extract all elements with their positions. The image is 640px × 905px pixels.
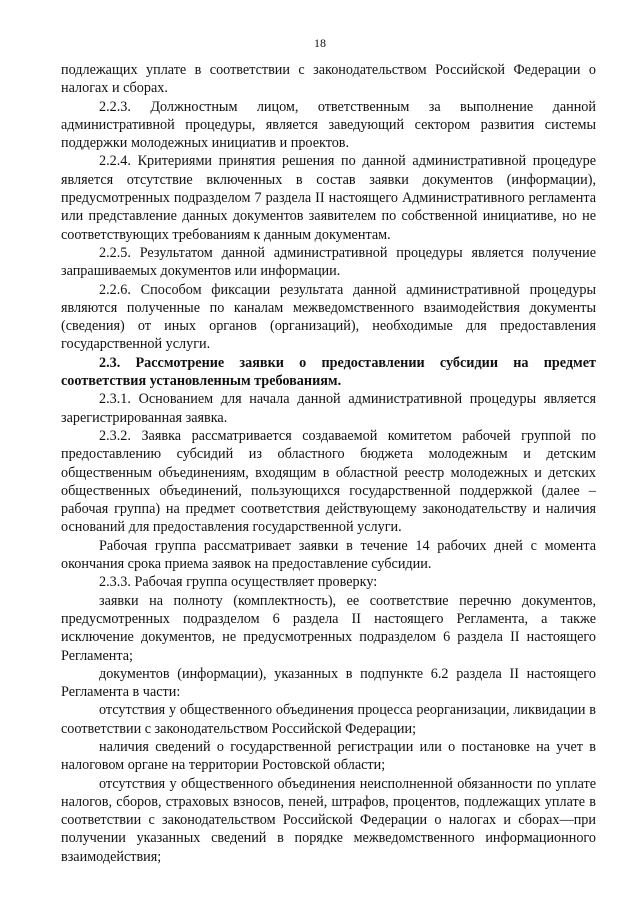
paragraph-2-3-2: 2.3.2. Заявка рассматривается создаваемой комитетом рабочей группой по предоставлению субсидий из областного бюджета молодежным и детским общественным объединениям, входящим в областной реестр молодежных и детских общественных объединений, пользующихся государственной поддержкой (далее – рабочая группа) на предмет соответствия действующему законодательству и наличия оснований для предоставления государственной услуги. bbox=[61, 427, 596, 536]
paragraph-check-documents: документов (информации), указанных в подпункте 6.2 раздела II настоящего Регламента в части: bbox=[61, 665, 596, 701]
paragraph-check-completeness: заявки на полноту (комплектность), ее соответствие перечню документов, предусмотренных подразделом 6 раздела II настоящего Регламента, а также исключение документов, не предусмотренных подразделом 6 раздела II настоящего Регламента; bbox=[61, 592, 596, 664]
paragraph-2-3-3: 2.3.3. Рабочая группа осуществляет проверку: bbox=[99, 574, 378, 591]
paragraph-no-tax-debt: отсутствия у общественного объединения неисполненной обязанности по уплате налогов, сборов, страховых взносов, пеней, штрафов, процентов, подлежащих уплате в соответствии с законодательством Российской Федерации о налогах и сборах—при получении указанных сведений в порядке межведомственного информационного взаимодействия; bbox=[61, 775, 596, 865]
paragraph-2-2-4: 2.2.4. Критериями принятия решения по данной административной процедуре является отсутствие включенных в состав заявки документов (информации), предусмотренных подразделом 7 раздела II настоящего Административного регламента или представление данных документов заявителем по собственной инициативе, но не соответствующих требованиям к данным документам. bbox=[61, 153, 596, 243]
paragraph-no-reorganization: отсутствия у общественного объединения процесса реорганизации, ликвидации в соответствии с законодательством Российской Федерации; bbox=[61, 702, 596, 737]
paragraph-2-3-1: 2.3.1. Основанием для начала данной административной процедуры является зарегистрированная заявка. bbox=[61, 391, 596, 426]
section-heading-2-3: 2.3. Рассмотрение заявки о предоставлении субсидии на предмет соответствия установленным требованиям. bbox=[61, 354, 596, 390]
document-body bbox=[61, 61, 596, 866]
paragraph-2-2-3: 2.2.3. Должностным лицом, ответственным за выполнение данной административной процедуры, является заведующий сектором развития системы поддержки молодежных инициатив и проектов. bbox=[61, 98, 596, 152]
page-number: 18 bbox=[314, 36, 326, 50]
paragraph-registration: наличия сведений о государственной регистрации или о постановке на учет в налоговом органе на территории Ростовской области; bbox=[61, 738, 596, 774]
paragraph-2-2-6: 2.2.6. Способом фиксации результата данной административной процедуры являются полученные по каналам межведомственного взаимодействия документы (сведения) от иных органов (организаций), необходимые для предоставления государственной услуги. bbox=[61, 281, 596, 353]
paragraph-continuation: подлежащих уплате в соответствии с законодательством Российской Федерации о налогах и сборах. bbox=[61, 62, 596, 97]
paragraph-2-2-5: 2.2.5. Результатом данной административной процедуры является получение запрашиваемых документов или информации. bbox=[61, 244, 596, 280]
paragraph-working-group-review: Рабочая группа рассматривает заявки в течение 14 рабочих дней с момента окончания срока приема заявок на предоставление субсидии. bbox=[61, 537, 596, 573]
